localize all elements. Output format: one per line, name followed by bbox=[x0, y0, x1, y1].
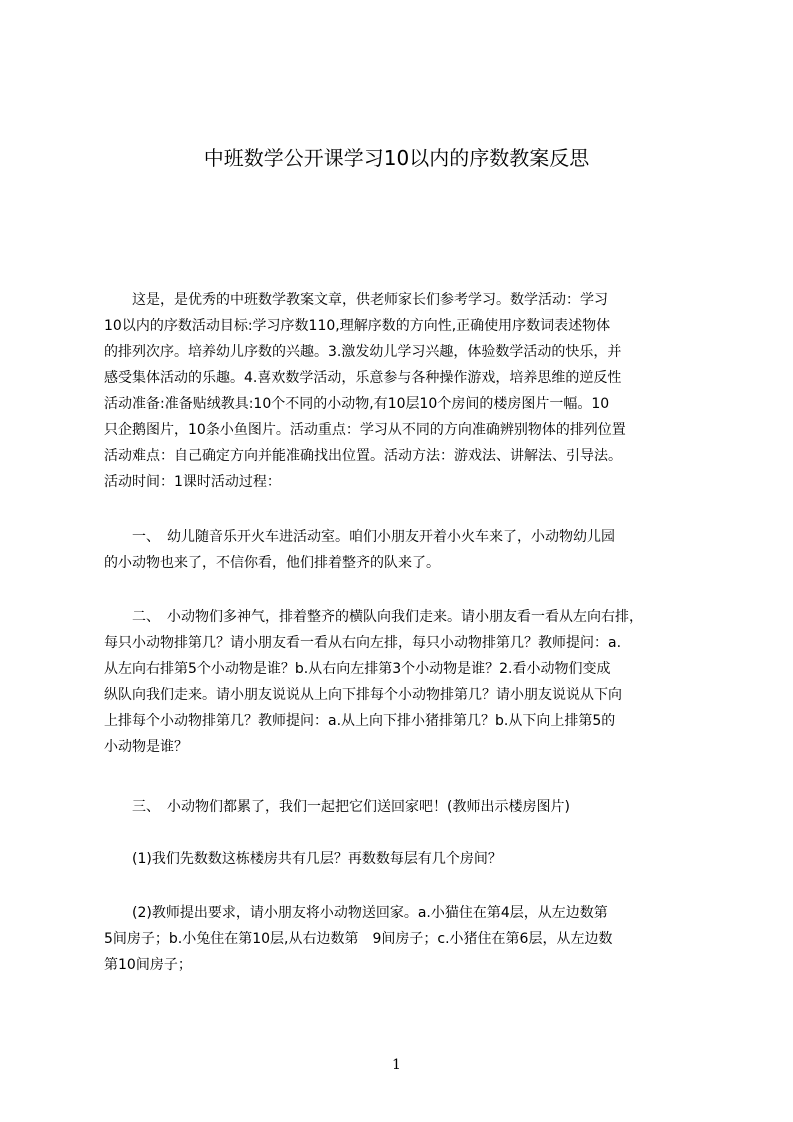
text-line: 小动物是谁？ bbox=[104, 739, 188, 755]
text-line: 的排列次序。培养幼儿序数的兴趣。3.激发幼儿学习兴趣，体验数学活动的快乐，并 bbox=[104, 344, 622, 360]
text-line: 感受集体活动的乐趣。4.喜欢数学活动，乐意参与各种操作游戏，培养思维的逆反性 bbox=[104, 370, 622, 386]
text-line: 5间房子；b.小兔住在第10层,从右边数第 9间房子；c.小猪住在第6层，从左边数 bbox=[104, 931, 613, 947]
page-title: 中班数学公开课学习10以内的序数教案反思 bbox=[203, 146, 590, 170]
section-three-paragraph bbox=[104, 794, 700, 820]
text-line: 每只小动物排第几？请小朋友看一看从右向左排，每只小动物排第几？教师提问：a. bbox=[104, 635, 622, 651]
text-line: (1)我们先数数这栋楼房共有几层？再数数每层有几个房间？ bbox=[104, 851, 502, 867]
text-line: 这是，是优秀的中班数学教案文章，供老师家长们参考学习。数学活动：学习 bbox=[104, 292, 608, 308]
text-line: 三、 小动物们都累了，我们一起把它们送回家吧！(教师出示楼房图片) bbox=[104, 799, 570, 815]
page-number: 1 bbox=[392, 1057, 401, 1073]
text-line: 的小动物也来了，不信你看，他们排着整齐的队来了。 bbox=[104, 555, 440, 571]
text-line: 从左向右排第5个小动物是谁？b.从右向左排第3个小动物是谁？2.看小动物们变成 bbox=[104, 661, 611, 677]
text-line: (2)教师提出要求，请小朋友将小动物送回家。a.小猫住在第4层，从左边数第 bbox=[104, 905, 608, 921]
text-line: 上排每个小动物排第几？教师提问：a.从上向下排小猪排第几？b.从下向上排第5的 bbox=[104, 713, 616, 729]
text-line: 第10间房子； bbox=[104, 957, 192, 973]
text-line: 活动准备:准备贴绒教具:10个不同的小动物,有10层10个房间的楼房图片一幅。10 bbox=[104, 396, 610, 412]
intro-paragraph bbox=[104, 287, 700, 495]
step-two-paragraph bbox=[104, 900, 700, 978]
text-line: 活动难点：自己确定方向并能准确找出位置。活动方法：游戏法、讲解法、引导法。 bbox=[104, 448, 622, 464]
step-one-paragraph bbox=[104, 846, 700, 872]
section-one-paragraph bbox=[104, 524, 700, 576]
section-two-paragraph bbox=[104, 604, 700, 760]
text-line: 10以内的序数活动目标:学习序数110,理解序数的方向性,正确使用序数词表述物体 bbox=[104, 318, 611, 334]
text-line: 只企鹅图片，10条小鱼图片。活动重点：学习从不同的方向准确辨别物体的排列位置 bbox=[104, 422, 626, 438]
text-line: 纵队向我们走来。请小朋友说说从上向下排每个小动物排第几？请小朋友说说从下向 bbox=[104, 687, 622, 703]
text-line: 活动时间：1课时活动过程： bbox=[104, 474, 281, 490]
text-line: 二、 小动物们多神气，排着整齐的横队向我们走来。请小朋友看一看从左向右排， bbox=[104, 609, 643, 625]
text-line: 一、 幼儿随音乐开火车进活动室。咱们小朋友开着小火车来了，小动物幼儿园 bbox=[104, 529, 615, 545]
